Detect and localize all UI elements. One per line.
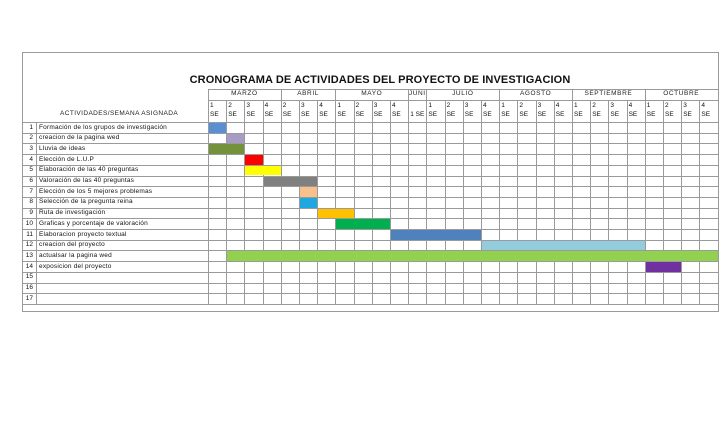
week-label: SE [646,111,656,118]
activity-label: Elaboración de las 40 preguntas [39,166,139,174]
grid-hline [22,208,718,209]
week-label: SE [355,111,365,118]
gantt-bar [300,198,317,208]
grid-hline [208,100,718,101]
activity-label: Selección de la pregunta reina [39,198,133,206]
grid-hline [22,293,718,294]
row-number: 14 [25,262,33,270]
grid-hline [208,89,718,90]
grid-vline [554,100,555,304]
month-separator [499,89,500,100]
activity-label: actualsar la pagina wed [39,251,112,259]
month-separator [208,89,209,100]
gantt-bar [300,187,317,197]
grid-hline [22,143,718,144]
row-number: 7 [29,187,33,195]
month-header: MARZO [231,90,258,97]
activity-label: Graficas y porcentaje de valoración [39,219,148,227]
week-label: SE [428,111,438,118]
week-label: SE [483,111,492,118]
week-label: SE [373,111,383,118]
grid-vline [481,100,482,304]
week-label: SE [246,111,256,118]
gantt-bar [391,230,481,240]
row-number: 3 [29,144,33,152]
grid-vline [390,100,391,304]
month-header: SEPTIEMBRE [584,90,633,97]
week-label: 1 SE [410,111,425,118]
week-label: SE [210,111,219,118]
week-number: 3 [610,102,615,109]
gantt-bar [318,209,353,219]
grid-hline [22,261,718,262]
gantt-bar [209,144,244,154]
gantt-bar [264,177,318,187]
week-label: SE [264,111,274,118]
week-label: SE [592,111,601,118]
gantt-bar [245,155,262,165]
month-separator [645,89,646,100]
grid-hline [22,283,718,284]
activity-label: Elaboracion proyecto textual [39,230,127,238]
activity-label: creacion de la pagina wed [39,134,120,142]
grid-vline [372,100,373,304]
row-number: 12 [25,241,33,249]
row-number: 8 [29,198,33,206]
week-number: 2 [665,102,669,109]
week-label: SE [537,111,547,118]
gantt-bar [482,241,645,251]
grid-vline [645,100,646,304]
grid-vline [681,100,682,304]
row-number: 9 [29,209,33,217]
row-number: 1 [29,123,33,131]
month-header: JUNI [408,90,426,97]
week-label: SE [501,111,510,118]
grid-vline [408,100,409,304]
week-number: 3 [683,102,687,109]
month-separator [718,89,719,100]
week-number: 4 [555,102,560,109]
week-number: 4 [319,102,323,109]
grid-vline [445,100,446,304]
grid-hline [22,133,718,134]
week-label: SE [574,111,583,118]
grid-vline [263,100,264,304]
month-separator [335,89,336,100]
week-number: 4 [701,102,706,109]
week-number: 1 [574,102,578,109]
activity-label: exposicion del proyecto [39,262,112,270]
month-header: JULIO [452,90,474,97]
gantt-bar [646,262,681,272]
week-number: 2 [228,102,232,109]
week-number: 3 [373,102,378,109]
grid-hline [22,304,718,305]
week-label: SE [446,111,456,118]
week-label: SE [228,111,237,118]
gantt-bar [336,219,390,229]
week-label: SE [610,111,620,118]
month-separator [572,89,573,100]
grid-vline [281,100,282,304]
week-number: 2 [355,102,360,109]
activity-label: Elección de L.U.P [39,155,95,163]
week-number: 3 [301,102,305,109]
grid-vline [426,100,427,304]
row-number: 5 [29,166,33,174]
gantt-bar [227,251,717,261]
grid-vline [36,122,37,304]
week-label: SE [665,111,674,118]
gantt-bar [227,134,244,144]
grid-vline [608,100,609,304]
week-number: 1 [428,102,433,109]
row-number: 13 [25,251,33,259]
week-label: SE [301,111,310,118]
grid-vline [499,100,500,304]
grid-hline [22,154,718,155]
row-number: 4 [29,155,33,163]
month-header: AGOSTO [519,90,552,97]
week-label: SE [337,111,347,118]
grid-vline [572,100,573,304]
week-number: 2 [519,102,524,109]
row-number: 2 [29,134,33,142]
week-label: SE [464,111,474,118]
week-number: 4 [628,102,633,109]
grid-vline [244,100,245,304]
row-number: 11 [26,230,33,238]
grid-vline [699,100,700,304]
month-separator [408,89,409,100]
row-number: 10 [25,219,33,227]
week-label: SE [392,111,401,118]
week-number: 4 [483,102,487,109]
week-label: SE [701,111,711,118]
week-number: 3 [537,102,542,109]
month-header: ABRIL [297,90,319,97]
week-number: 1 [646,102,651,109]
grid-vline [354,100,355,304]
grid-vline [463,100,464,304]
page-title: CRONOGRAMA DE ACTIVIDADES DEL PROYECTO DE INVESTIGACION [189,74,571,86]
activity-label: creacion del proyecto [39,241,105,249]
grid-vline [226,100,227,304]
week-label: SE [628,111,638,118]
week-number: 1 [210,102,214,109]
week-number: 1 [501,102,505,109]
grid-vline [590,100,591,304]
month-header: OCTUBRE [663,90,700,97]
grid-vline [627,100,628,304]
row-number: 6 [29,177,33,184]
week-number: 2 [446,102,451,109]
week-label: SE [519,111,529,118]
week-number: 4 [392,102,396,109]
month-header: MAYO [361,90,383,97]
activity-label: Ruta de investigación [39,209,106,217]
week-label: SE [683,111,692,118]
week-number: 3 [464,102,469,109]
gantt-bar [209,123,226,133]
row-number: 16 [25,284,33,291]
week-label: SE [282,111,292,118]
week-label: SE [555,111,565,118]
activity-label: Lluvia de ideas [39,144,86,152]
week-number: 1 [337,102,342,109]
row-number: 15 [25,273,33,281]
grid-vline [335,100,336,304]
grid-hline [22,272,718,273]
activities-column-header: ACTIVIDADES/SEMANA ASIGNADA [60,110,179,117]
month-separator [426,89,427,100]
activity-label: Formación de los grupos de investigación [39,123,167,131]
activity-label: Elección de los 5 mejores problemas [39,187,153,195]
gantt-bar [245,166,280,176]
week-number: 2 [592,102,596,109]
activity-label: Valoración de las 40 preguntas [39,177,135,184]
grid-vline [718,100,719,304]
month-separator [281,89,282,100]
grid-vline [536,100,537,304]
week-number: 3 [246,102,251,109]
week-number: 4 [264,102,269,109]
grid-vline [517,100,518,304]
grid-vline [663,100,664,304]
grid-vline [317,100,318,304]
week-label: SE [319,111,328,118]
week-number: 2 [282,102,287,109]
row-number: 17 [25,294,33,302]
